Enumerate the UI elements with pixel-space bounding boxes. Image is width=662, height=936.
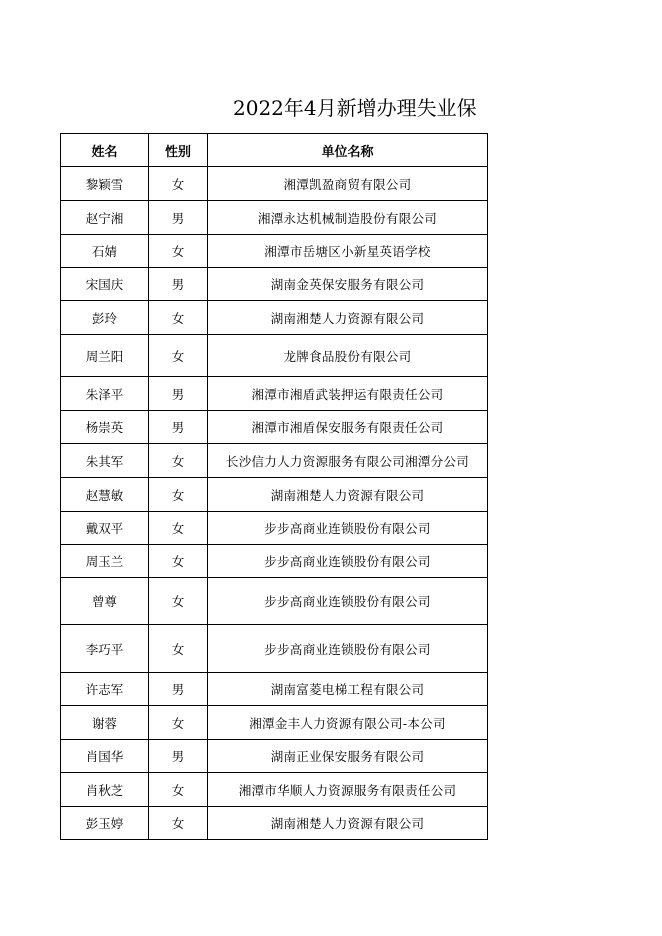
cell-name: 周兰阳	[61, 335, 149, 377]
cell-gender: 女	[149, 167, 208, 201]
cell-name: 曾尊	[61, 578, 149, 625]
table-row	[61, 625, 488, 673]
cell-name: 谢蓉	[61, 706, 149, 740]
table-row	[61, 444, 488, 478]
cell-name: 朱其军	[61, 444, 149, 478]
cell-name: 彭玉婷	[61, 807, 149, 840]
cell-name: 肖秋芝	[61, 773, 149, 807]
header-name: 姓名	[61, 134, 149, 167]
cell-name: 赵宁湘	[61, 201, 149, 235]
cell-name: 彭玲	[61, 301, 149, 335]
table-row	[61, 478, 488, 512]
cell-unit: 步步高商业连锁股份有限公司	[208, 545, 488, 578]
cell-name: 宋国庆	[61, 268, 149, 301]
cell-unit: 湖南金英保安服务有限公司	[208, 268, 488, 301]
cell-gender: 女	[149, 545, 208, 578]
cell-gender: 男	[149, 377, 208, 411]
table-row	[61, 411, 488, 444]
cell-name: 肖国华	[61, 740, 149, 773]
cell-unit: 湘潭市华顺人力资源服务有限责任公司	[208, 773, 488, 807]
cell-unit: 湘潭市湘盾武装押运有限责任公司	[208, 377, 488, 411]
cell-name: 许志军	[61, 673, 149, 706]
cell-name: 黎颖雪	[61, 167, 149, 201]
cell-gender: 男	[149, 268, 208, 301]
cell-unit: 步步高商业连锁股份有限公司	[208, 512, 488, 545]
cell-gender: 男	[149, 740, 208, 773]
cell-gender: 女	[149, 625, 208, 673]
cell-unit: 湘潭凯盈商贸有限公司	[208, 167, 488, 201]
table-row	[61, 167, 488, 201]
cell-unit: 步步高商业连锁股份有限公司	[208, 625, 488, 673]
cell-name: 石婧	[61, 235, 149, 268]
cell-name: 朱泽平	[61, 377, 149, 411]
header-gender: 性别	[149, 134, 208, 167]
table-row	[61, 201, 488, 235]
page-title: 2022年4月新增办理失业保	[233, 96, 477, 120]
cell-gender: 男	[149, 411, 208, 444]
cell-unit: 湖南湘楚人力资源有限公司	[208, 301, 488, 335]
cell-gender: 女	[149, 235, 208, 268]
cell-name: 戴双平	[61, 512, 149, 545]
table-row	[61, 301, 488, 335]
cell-gender: 女	[149, 773, 208, 807]
cell-gender: 男	[149, 201, 208, 235]
cell-unit: 步步高商业连锁股份有限公司	[208, 578, 488, 625]
table-row	[61, 268, 488, 301]
roster-table	[60, 133, 488, 840]
table-row	[61, 512, 488, 545]
cell-name: 周玉兰	[61, 545, 149, 578]
cell-unit: 湘潭市岳塘区小新星英语学校	[208, 235, 488, 268]
cell-gender: 女	[149, 706, 208, 740]
table-row	[61, 673, 488, 706]
cell-unit: 湖南湘楚人力资源有限公司	[208, 478, 488, 512]
table-row	[61, 706, 488, 740]
cell-gender: 女	[149, 807, 208, 840]
cell-gender: 女	[149, 478, 208, 512]
table-row	[61, 740, 488, 773]
cell-unit: 湘潭永达机械制造股份有限公司	[208, 201, 488, 235]
cell-unit: 湖南富菱电梯工程有限公司	[208, 673, 488, 706]
table-row	[61, 807, 488, 840]
cell-gender: 女	[149, 301, 208, 335]
cell-name: 赵慧敏	[61, 478, 149, 512]
cell-unit: 湖南湘楚人力资源有限公司	[208, 807, 488, 840]
cell-gender: 女	[149, 335, 208, 377]
cell-unit: 湘潭市湘盾保安服务有限责任公司	[208, 411, 488, 444]
table-row	[61, 545, 488, 578]
table-row	[61, 335, 488, 377]
cell-gender: 女	[149, 578, 208, 625]
cell-unit: 湖南正业保安服务有限公司	[208, 740, 488, 773]
table-row	[61, 235, 488, 268]
cell-unit: 龙牌食品股份有限公司	[208, 335, 488, 377]
cell-name: 李巧平	[61, 625, 149, 673]
table-row	[61, 773, 488, 807]
cell-name: 杨崇英	[61, 411, 149, 444]
cell-unit: 长沙信力人力资源服务有限公司湘潭分公司	[208, 444, 488, 478]
cell-gender: 女	[149, 512, 208, 545]
table-header-row	[61, 134, 488, 167]
cell-gender: 男	[149, 673, 208, 706]
table-row	[61, 377, 488, 411]
cell-unit: 湘潭金丰人力资源有限公司-本公司	[208, 706, 488, 740]
header-unit: 单位名称	[208, 134, 488, 167]
cell-gender: 女	[149, 444, 208, 478]
table-row	[61, 578, 488, 625]
